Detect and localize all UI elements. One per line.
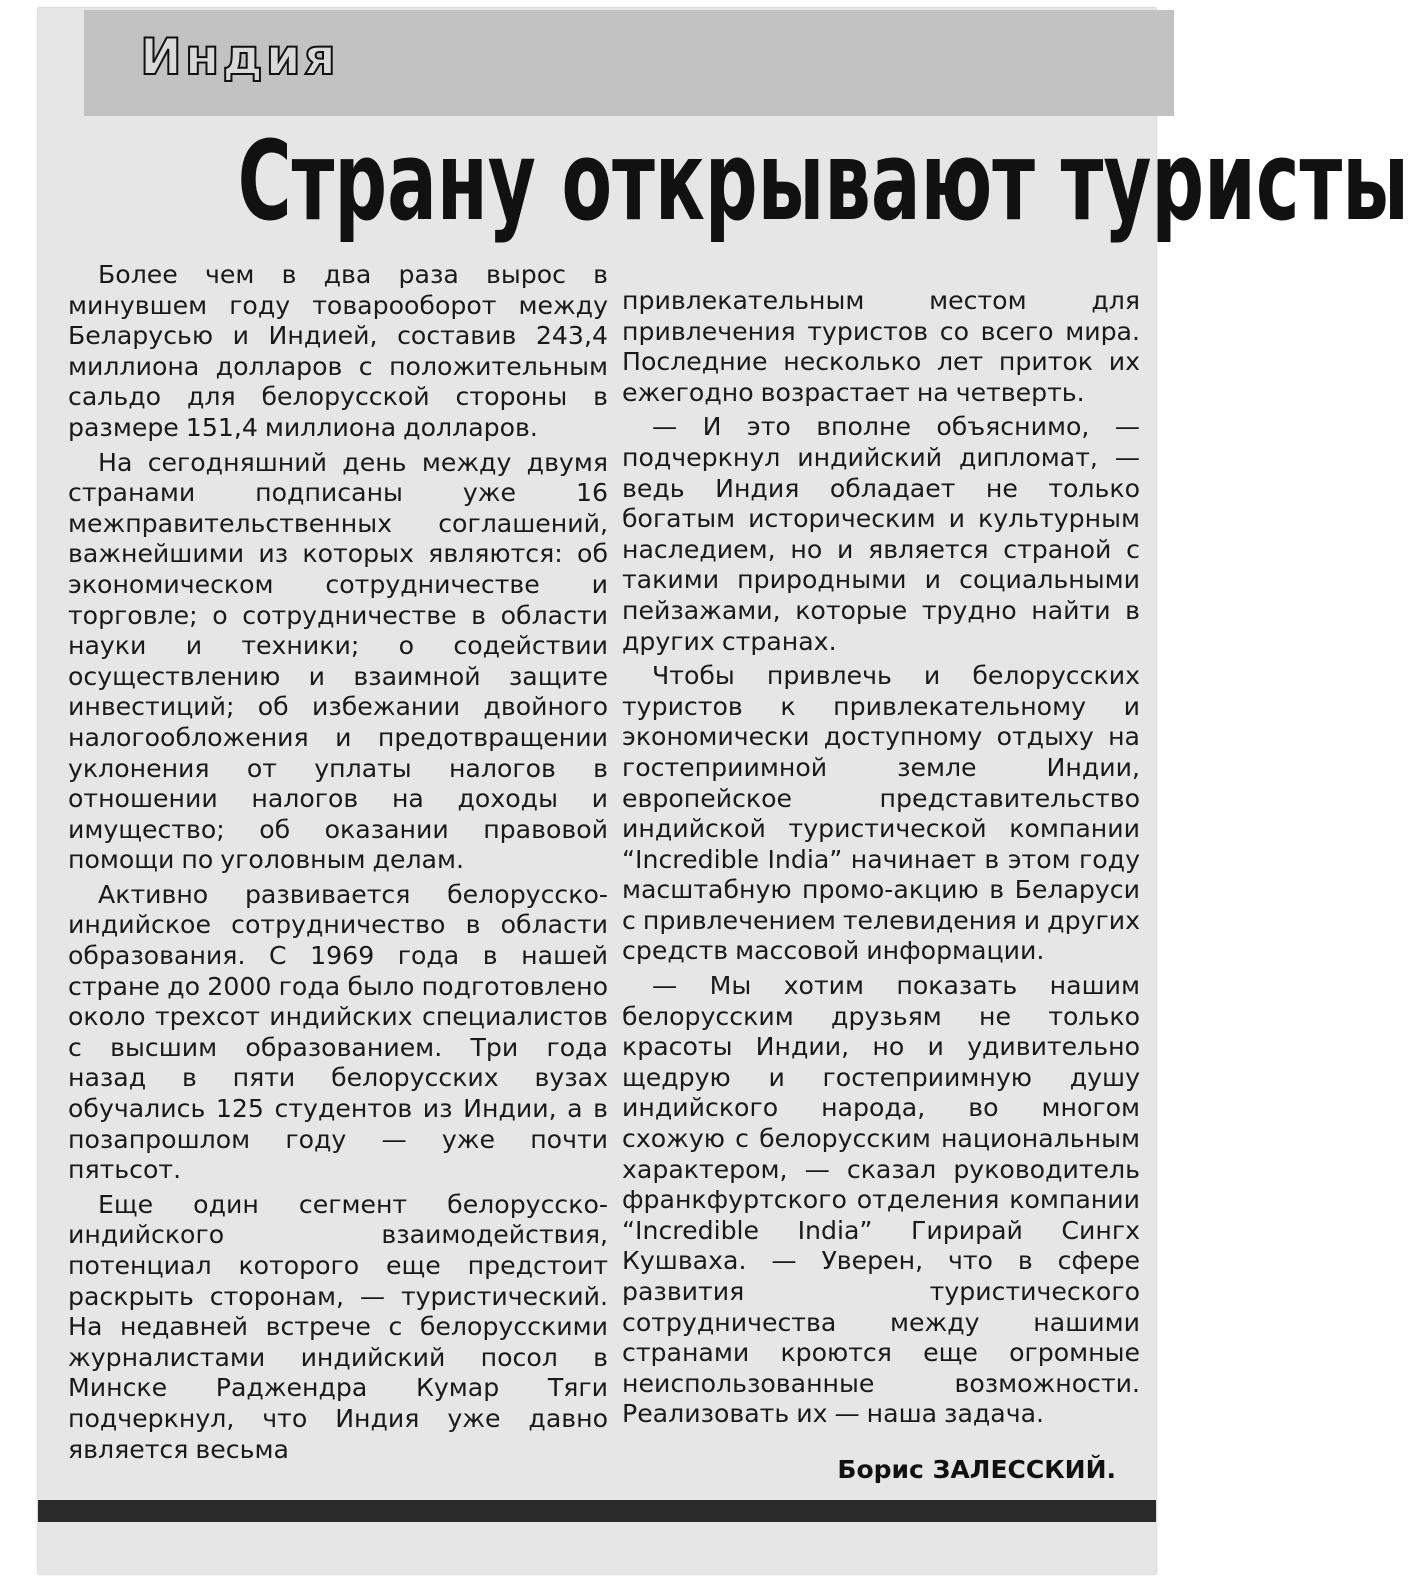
rubric-label: Индия [140,28,339,86]
paragraph: привлекательным местом для привлечения туристов со всего мира. Последние несколько лет приток их ежегодно возрастает на четверть. [622,286,1140,407]
newspaper-clipping [38,8,1409,1574]
paragraph: — И это вполне объяснимо, — подчеркнул индийский дипломат, — ведь Индия обладает не только богатым историческим и культурным наследием, но и является страной с такими природными и социальными пейзажами, которые трудно найти в других странах. [622,412,1140,656]
right-column [622,286,1140,1434]
paragraph: Активно развивается белорусско-индийское сотрудничество в области образования. С 1969 года в нашей стране до 2000 года было подготовлено около трехсот индийских специалистов с высшим образованием. Три года назад в пяти белорусских вузах обучались 125 студентов из Индии, а в позапрошлом году — уже почти пятьсот. [68,879,608,1185]
paragraph: Чтобы привлечь и белорусских туристов к привлекательному и экономически доступному отдыху на гостеприимной земле Индии, европейское представительство индийской туристической компании “Incredible India” начинает в этом году масштабную промо-акцию в Беларуси с привлечением телевидения и других средств массовой информации. [622,661,1140,966]
paragraph: — Мы хотим показать нашим белорусским друзьям не только красоты Индии, но и удивительно щедрую и гостеприимную душу индийского народа, во многом схожую с белорусским национальным характером, — сказал руководитель франкфуртского отделения компании “Incredible India” Гирирай Сингх Кушваха. — Уверен, что в сфере развития туристического сотрудничества между нашими странами кроются еще огромные неиспользованные возможности. Реализовать их — наша задача. [622,971,1140,1429]
bottom-divider [38,1500,1156,1522]
paragraph: Более чем в два раза вырос в минувшем году товарооборот между Беларусью и Индией, составив 243,4 миллиона долларов с положительным сальдо для белорусской стороны в размере 151,4 миллиона долларов. [68,260,608,442]
author-signature: Борис ЗАЛЕССКИЙ. [837,1455,1116,1484]
article-headline: Страну открывают туристы [237,117,1409,245]
paragraph: Еще один сегмент белорусско-индийского взаимодействия, потенциал которого еще предстоит раскрыть сторонам, — туристический. На недавней встрече с белорусскими журналистами индийский посол в Минске Раджендра Кумар Тяги подчеркнул, что Индия уже давно является весьма [68,1189,608,1464]
paragraph: На сегодняшний день между двумя странами подписаны уже 16 межправительственных соглашений, важнейшими из которых являются: об экономическом сотрудничестве и торговле; о сотрудничестве в области науки и техники; о содействии осуществлению и взаимной защите инвестиций; об избежании двойного налогообложения и предотвращении уклонения от уплаты налогов в отношении налогов на доходы и имущество; об оказании правовой помощи по уголовным делам. [68,447,608,875]
rubric-banner [84,10,1174,116]
left-column [68,260,608,1469]
